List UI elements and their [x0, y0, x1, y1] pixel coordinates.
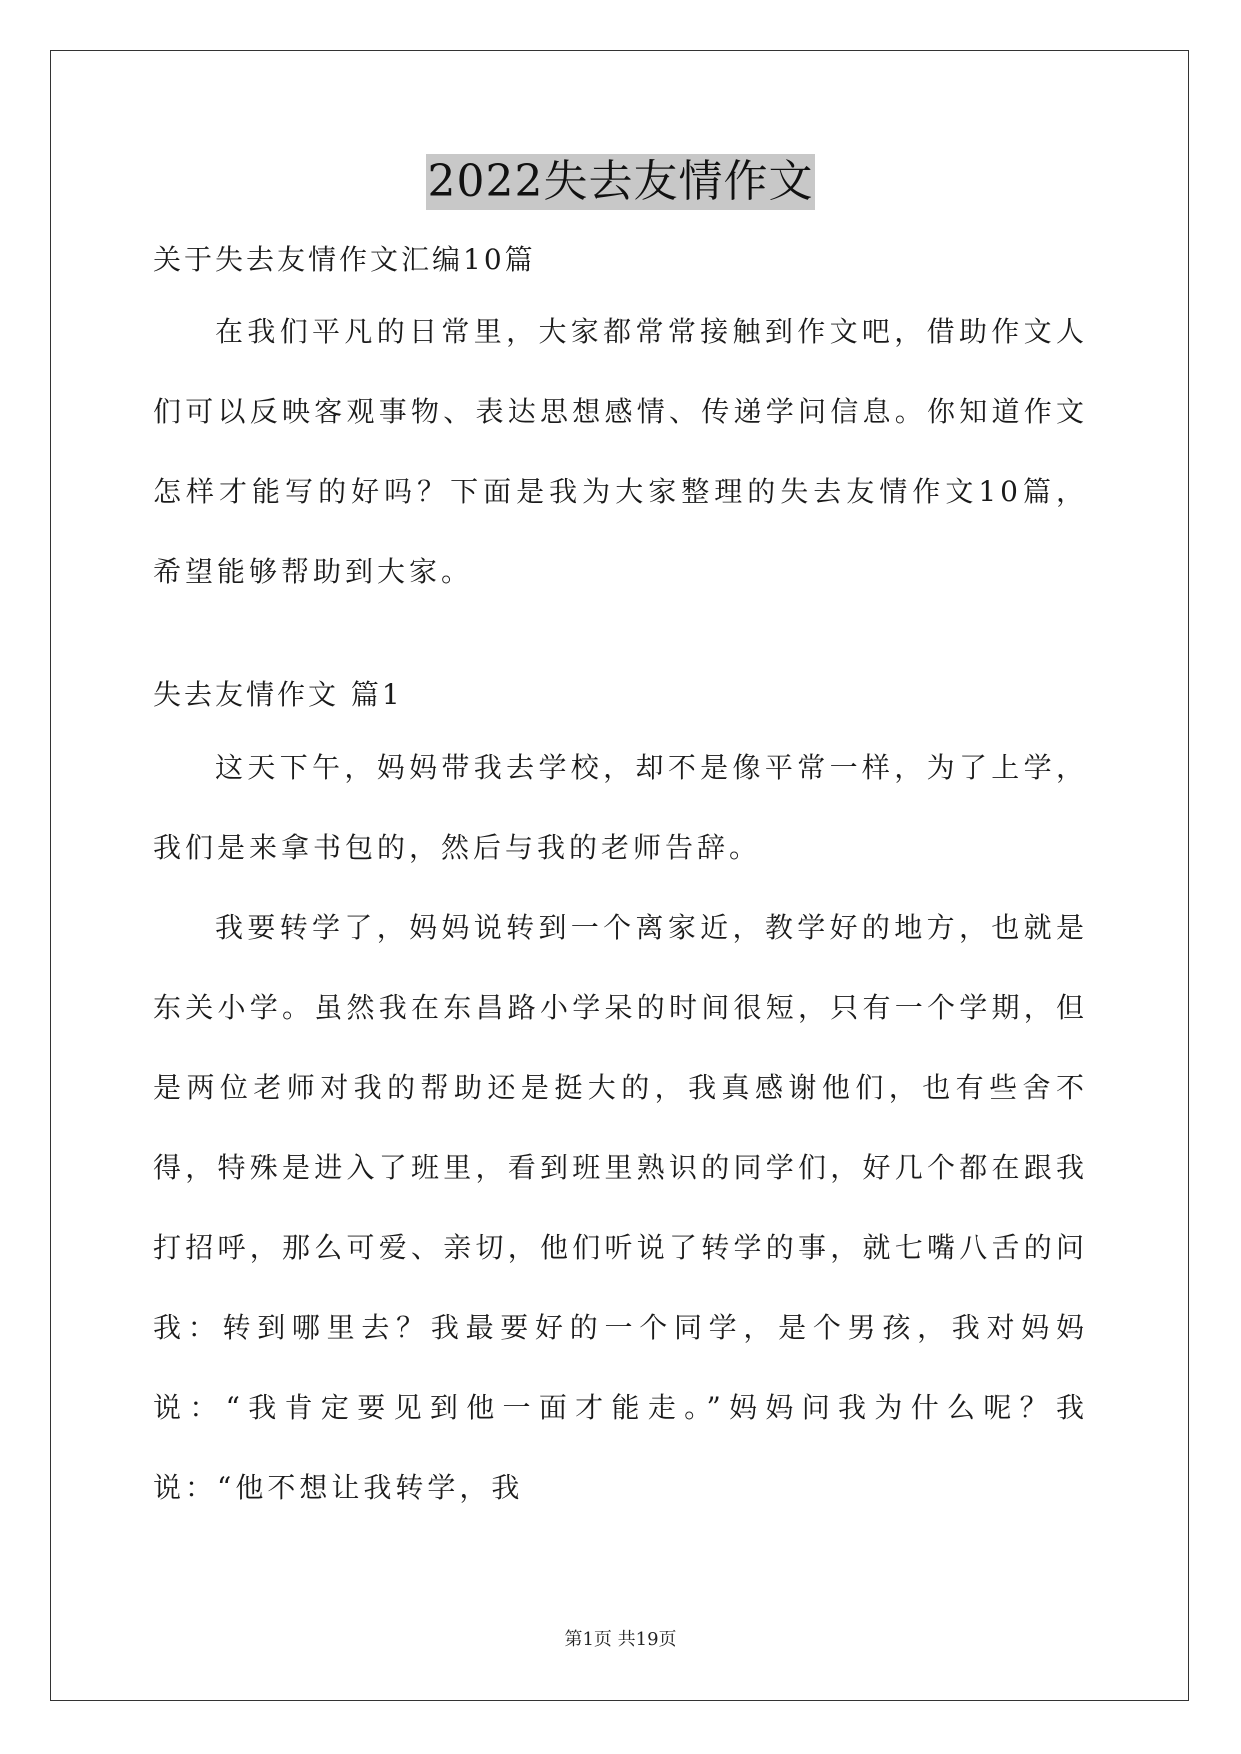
section-heading: 失去友情作文 篇1: [153, 678, 403, 711]
body-paragraph-1: 这天下午，妈妈带我去学校，却不是像平常一样，为了上学，我们是来拿书包的，然后与我的老师告辞。: [153, 751, 1088, 864]
page-footer: 第1页 共19页: [564, 1629, 677, 1650]
body-paragraph-2: 我要转学了，妈妈说转到一个离家近，教学好的地方，也就是东关小学。虽然我在东昌路小学呆的时间很短，只有一个学期，但是两位老师对我的帮助还是挺大的，我真感谢他们，也有些舍不得，特殊是进入了班里，看到班里熟识的同学们，好几个都在跟我打招呼，那么可爱、亲切，他们听说了转学的事，就七嘴八舌的问我：转到哪里去？我最要好的一个同学，是个男孩，我对妈妈说：“我肯定要见到他一面才能走。”妈妈问我为什么呢？我说：“他不想让我转学，我: [153, 911, 1088, 1504]
document-subtitle: 关于失去友情作文汇编10篇: [153, 243, 536, 276]
document-title: 2022失去友情作文: [426, 154, 816, 210]
title-container: [0, 154, 1241, 210]
intro-paragraph: 在我们平凡的日常里，大家都常常接触到作文吧，借助作文人们可以反映客观事物、表达思想感情、传递学问信息。你知道作文怎样才能写的好吗？下面是我为大家整理的失去友情作文10篇，希望能够帮助到大家。: [153, 315, 1088, 588]
